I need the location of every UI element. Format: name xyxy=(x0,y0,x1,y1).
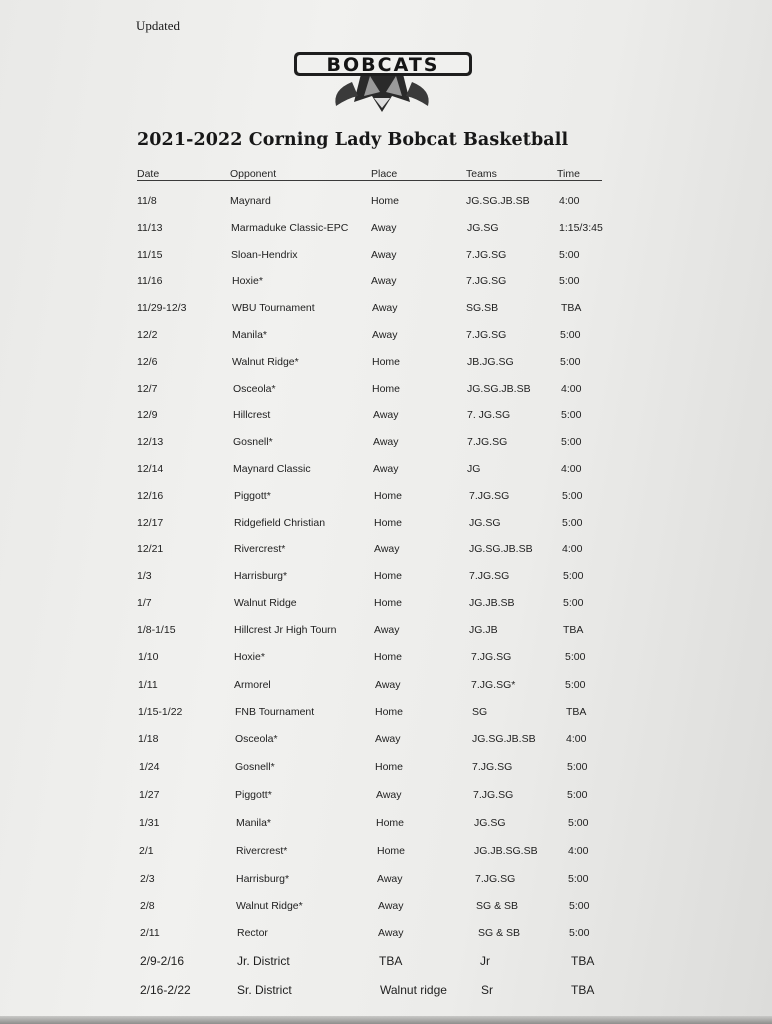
row-9-time: 5:00 xyxy=(561,409,582,421)
row-23-date: 1/27 xyxy=(139,789,160,801)
row-14-time: 4:00 xyxy=(562,543,583,555)
row-18-time: 5:00 xyxy=(565,651,586,663)
row-5-place: Away xyxy=(372,302,398,314)
row-11-teams: JG xyxy=(467,463,481,475)
row-18-date: 1/10 xyxy=(138,651,159,663)
row-28-teams: SG & SB xyxy=(478,927,521,939)
row-4-place: Away xyxy=(371,275,397,287)
row-13-date: 12/17 xyxy=(137,517,164,529)
page-bottom-edge xyxy=(0,1016,772,1024)
row-30-time: TBA xyxy=(571,983,595,997)
row-7-time: 5:00 xyxy=(560,356,581,368)
row-11-time: 4:00 xyxy=(561,463,582,475)
page-title: 2021-2022 Corning Lady Bobcat Basketball xyxy=(137,130,569,150)
row-17-opponent: Hillcrest Jr High Tourn xyxy=(234,624,337,636)
row-15-opponent: Harrisburg* xyxy=(234,570,288,582)
row-27-date: 2/8 xyxy=(140,900,155,912)
row-19-place: Away xyxy=(375,679,401,691)
row-9-opponent: Hillcrest xyxy=(233,409,271,421)
row-28-date: 2/11 xyxy=(140,927,160,939)
row-21-date: 1/18 xyxy=(138,733,159,745)
row-24-place: Home xyxy=(376,817,405,829)
row-21-opponent: Osceola* xyxy=(235,733,278,745)
row-14-place: Away xyxy=(374,543,400,555)
row-18-teams: 7.JG.SG xyxy=(471,651,512,663)
row-19-teams: 7.JG.SG* xyxy=(471,679,516,691)
row-13-opponent: Ridgefield Christian xyxy=(234,517,326,529)
row-9-place: Away xyxy=(373,409,399,421)
row-25-time: 4:00 xyxy=(568,845,589,857)
row-5-opponent: WBU Tournament xyxy=(232,302,315,314)
row-2-teams: JG.SG xyxy=(467,222,499,234)
row-30-date: 2/16-2/22 xyxy=(140,983,191,997)
row-20-opponent: FNB Tournament xyxy=(235,706,315,718)
col-header-teams: Teams xyxy=(466,168,497,180)
row-15-place: Home xyxy=(374,570,403,582)
row-30-teams: Sr xyxy=(481,983,493,997)
row-11-place: Away xyxy=(373,463,399,475)
row-10-date: 12/13 xyxy=(137,436,164,448)
row-23-teams: 7.JG.SG xyxy=(473,789,514,801)
row-5-date: 11/29-12/3 xyxy=(137,302,187,314)
row-2-place: Away xyxy=(371,222,397,234)
row-22-place: Home xyxy=(375,761,404,773)
row-14-teams: JG.SG.JB.SB xyxy=(469,543,533,555)
row-1-teams: JG.SG.JB.SB xyxy=(466,195,530,207)
row-5-time: TBA xyxy=(561,302,582,314)
row-8-time: 4:00 xyxy=(561,383,582,395)
row-13-place: Home xyxy=(374,517,403,529)
row-27-place: Away xyxy=(378,900,404,912)
row-19-date: 1/11 xyxy=(138,679,158,691)
logo-text: BOBCATS xyxy=(326,54,440,76)
row-15-time: 5:00 xyxy=(563,570,584,582)
row-14-date: 12/21 xyxy=(137,543,164,555)
bobcats-logo xyxy=(292,46,474,116)
row-21-time: 4:00 xyxy=(566,733,587,745)
row-22-teams: 7.JG.SG xyxy=(472,761,513,773)
row-25-opponent: Rivercrest* xyxy=(236,845,288,857)
col-header-date: Date xyxy=(137,168,160,180)
row-25-place: Home xyxy=(377,845,406,857)
row-28-time: 5:00 xyxy=(569,927,590,939)
row-22-date: 1/24 xyxy=(139,761,160,773)
row-29-date: 2/9-2/16 xyxy=(140,954,185,968)
row-19-time: 5:00 xyxy=(565,679,586,691)
row-26-time: 5:00 xyxy=(568,873,589,885)
row-23-place: Away xyxy=(376,789,402,801)
row-2-opponent: Marmaduke Classic-EPC xyxy=(231,222,349,234)
row-11-date: 12/14 xyxy=(137,463,164,475)
row-12-opponent: Piggott* xyxy=(234,490,271,502)
row-26-teams: 7.JG.SG xyxy=(475,873,516,885)
row-6-place: Away xyxy=(372,329,398,341)
row-20-teams: SG xyxy=(472,706,488,718)
row-29-place: TBA xyxy=(379,954,403,968)
row-29-teams: Jr xyxy=(480,954,490,968)
row-7-opponent: Walnut Ridge* xyxy=(232,356,299,368)
row-1-opponent: Maynard xyxy=(230,195,271,207)
row-24-time: 5:00 xyxy=(568,817,589,829)
row-2-time: 1:15/3:45 xyxy=(559,222,603,234)
row-4-teams: 7.JG.SG xyxy=(466,275,507,287)
row-26-opponent: Harrisburg* xyxy=(236,873,290,885)
row-28-place: Away xyxy=(378,927,404,939)
row-23-time: 5:00 xyxy=(567,789,588,801)
row-1-place: Home xyxy=(371,195,400,207)
row-17-teams: JG.JB xyxy=(469,624,498,636)
row-27-opponent: Walnut Ridge* xyxy=(236,900,303,912)
col-header-opponent: Opponent xyxy=(230,168,277,180)
row-18-opponent: Hoxie* xyxy=(234,651,265,663)
row-14-opponent: Rivercrest* xyxy=(234,543,286,555)
row-9-date: 12/9 xyxy=(137,409,158,421)
row-8-teams: JG.SG.JB.SB xyxy=(467,383,531,395)
row-6-date: 12/2 xyxy=(137,329,158,341)
row-9-teams: 7. JG.SG xyxy=(467,409,511,421)
row-4-time: 5:00 xyxy=(559,275,580,287)
row-8-opponent: Osceola* xyxy=(233,383,276,395)
row-21-place: Away xyxy=(375,733,401,745)
row-26-place: Away xyxy=(377,873,403,885)
header-rule xyxy=(137,180,602,181)
row-17-place: Away xyxy=(374,624,400,636)
row-22-opponent: Gosnell* xyxy=(235,761,275,773)
row-3-time: 5:00 xyxy=(559,249,580,261)
row-5-teams: SG.SB xyxy=(466,302,499,314)
row-3-opponent: Sloan-Hendrix xyxy=(231,249,298,261)
row-8-date: 12/7 xyxy=(137,383,158,395)
row-7-teams: JB.JG.SG xyxy=(467,356,514,368)
row-16-teams: JG.JB.SB xyxy=(469,597,515,609)
row-28-opponent: Rector xyxy=(237,927,268,939)
row-17-date: 1/8-1/15 xyxy=(137,624,176,636)
col-header-place: Place xyxy=(371,168,398,180)
row-13-teams: JG.SG xyxy=(469,517,501,529)
row-8-place: Home xyxy=(372,383,401,395)
row-18-place: Home xyxy=(374,651,403,663)
row-6-teams: 7.JG.SG xyxy=(466,329,507,341)
row-20-time: TBA xyxy=(566,706,587,718)
row-3-place: Away xyxy=(371,249,397,261)
row-16-place: Home xyxy=(374,597,403,609)
row-17-time: TBA xyxy=(563,624,584,636)
row-16-opponent: Walnut Ridge xyxy=(234,597,297,609)
row-7-date: 12/6 xyxy=(137,356,158,368)
row-12-teams: 7.JG.SG xyxy=(469,490,510,502)
row-24-teams: JG.SG xyxy=(474,817,506,829)
row-22-time: 5:00 xyxy=(567,761,588,773)
row-10-place: Away xyxy=(373,436,399,448)
row-30-place: Walnut ridge xyxy=(380,983,447,997)
row-26-date: 2/3 xyxy=(140,873,155,885)
row-20-date: 1/15-1/22 xyxy=(138,706,183,718)
row-12-date: 12/16 xyxy=(137,490,164,502)
row-13-time: 5:00 xyxy=(562,517,583,529)
row-7-place: Home xyxy=(372,356,401,368)
row-6-opponent: Manila* xyxy=(232,329,268,341)
row-1-time: 4:00 xyxy=(559,195,580,207)
row-20-place: Home xyxy=(375,706,404,718)
row-1-date: 11/8 xyxy=(137,195,157,207)
row-25-date: 2/1 xyxy=(139,845,154,857)
row-29-opponent: Jr. District xyxy=(237,954,290,968)
row-19-opponent: Armorel xyxy=(234,679,271,691)
row-23-opponent: Piggott* xyxy=(235,789,272,801)
row-12-place: Home xyxy=(374,490,403,502)
row-15-date: 1/3 xyxy=(137,570,152,582)
row-25-teams: JG.JB.SG.SB xyxy=(474,845,538,857)
row-10-time: 5:00 xyxy=(561,436,582,448)
row-24-date: 1/31 xyxy=(139,817,160,829)
row-4-date: 11/16 xyxy=(137,275,163,287)
row-27-teams: SG & SB xyxy=(476,900,519,912)
updated-label: Updated xyxy=(136,18,181,33)
row-11-opponent: Maynard Classic xyxy=(233,463,311,475)
row-16-date: 1/7 xyxy=(137,597,152,609)
row-6-time: 5:00 xyxy=(560,329,581,341)
row-27-time: 5:00 xyxy=(569,900,590,912)
row-24-opponent: Manila* xyxy=(236,817,272,829)
row-16-time: 5:00 xyxy=(563,597,584,609)
row-3-date: 11/15 xyxy=(137,249,163,261)
row-15-teams: 7.JG.SG xyxy=(469,570,510,582)
row-12-time: 5:00 xyxy=(562,490,583,502)
row-2-date: 11/13 xyxy=(137,222,163,234)
row-3-teams: 7.JG.SG xyxy=(466,249,507,261)
row-29-time: TBA xyxy=(571,954,595,968)
row-4-opponent: Hoxie* xyxy=(232,275,263,287)
row-21-teams: JG.SG.JB.SB xyxy=(472,733,536,745)
col-header-time: Time xyxy=(557,168,580,180)
row-30-opponent: Sr. District xyxy=(237,983,292,997)
row-10-teams: 7.JG.SG xyxy=(467,436,508,448)
row-10-opponent: Gosnell* xyxy=(233,436,273,448)
